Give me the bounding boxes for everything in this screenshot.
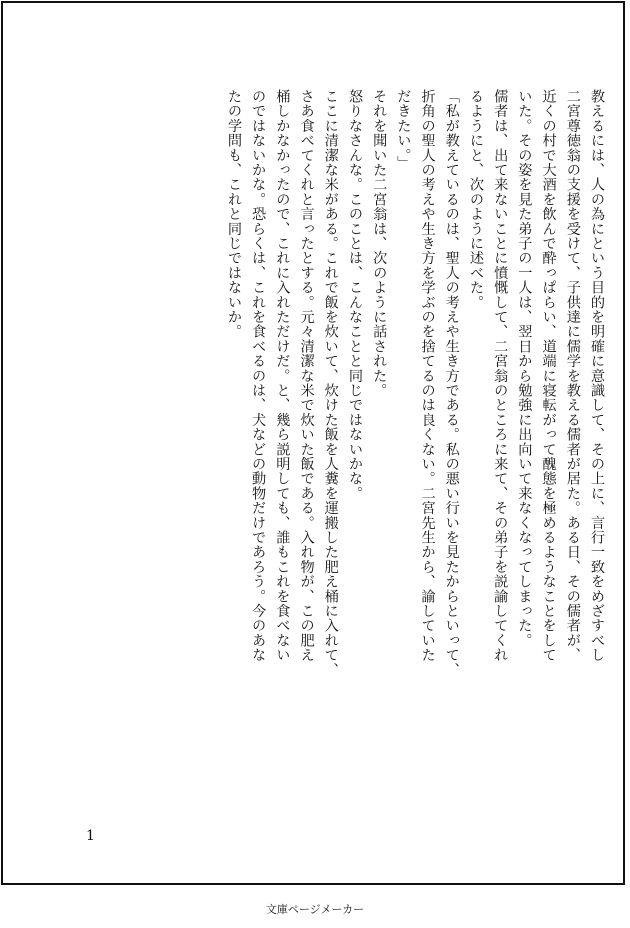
text-line: だきたい。」 xyxy=(395,89,412,171)
page-frame xyxy=(1,1,625,885)
text-line: るようにと、次のように述べた。 xyxy=(467,89,484,310)
text-line: 「私が教えているのは、聖人の考えや生き方である。私の悪い行いを見たからといって、 xyxy=(443,89,460,677)
page-number: 1 xyxy=(86,828,95,844)
text-line: さあ食べてくれと言ったとする。元々清潔な米で炊いた飯である。入れ物が、この肥え xyxy=(298,89,315,663)
text-line: 近くの村で大酒を飲んで酔っぱらい、道端に寝転がって醜態を極めるようなことをして xyxy=(540,89,557,663)
footer-credit: 文庫ページメーカー xyxy=(265,903,365,916)
text-line: ここに清潔な米がある。これで飯を炊いて、炊けた飯を人糞を運搬した肥え桶に入れて、 xyxy=(322,89,339,677)
text-line: のではないかな。恐らくは、これを食べるのは、犬などの動物だけであろう。今のあな xyxy=(250,89,267,663)
text-line: それを聞いた二宮翁は、次のように話された。 xyxy=(371,89,388,398)
text-line: 教えるには、人の為にという目的を明確に意識して、その上に、言行一致をめざすべし xyxy=(589,89,605,663)
text-line: 怒りなさんな。このことは、こんなことと同じではないかな。 xyxy=(346,89,363,501)
vertical-text-body xyxy=(222,89,609,879)
text-line: 桶しかなかったので、これに入れただけだ。と、幾ら説明しても、誰もこれを食べない xyxy=(274,89,291,663)
text-line: 折角の聖人の考えや生き方を学ぶのを捨てるのは良くない。二宮先生から、諭していた xyxy=(419,89,436,663)
text-line: たの学問も、これと同じではないか。 xyxy=(225,89,242,339)
text-line: 二宮尊徳翁の支援を受けて、子供達に儒学を教える儒者が居た。ある日、その儒者が、 xyxy=(564,89,581,663)
text-line: いた。その姿を見た弟子の一人は、翌日から勉強に出向いて来なくなってしまった。 xyxy=(516,89,533,648)
text-line: 儒者は、出て来ないことに憤慨して、二宮翁のところに来て、その弟子を説諭してくれ xyxy=(492,89,509,663)
